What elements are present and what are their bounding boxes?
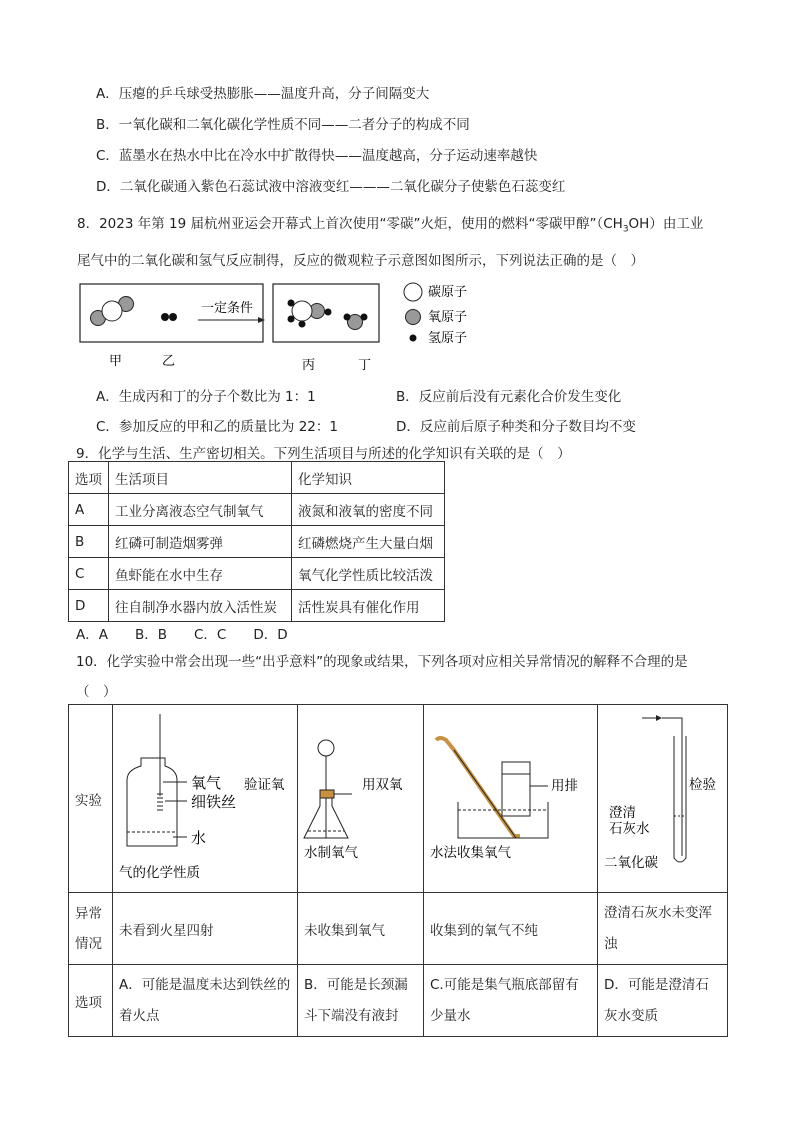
iron-wire-icon (157, 794, 163, 810)
flask-figure (298, 706, 423, 892)
fig-label: 石灰水 (609, 820, 650, 837)
arrow-head-icon (656, 715, 662, 721)
table-cell: 液氮和液氧的密度不同 (292, 494, 445, 526)
water-collection-figure (424, 706, 597, 892)
limewater-test-figure (598, 706, 727, 892)
table-cell: 鱼虾能在水中生存 (109, 558, 292, 590)
table-row (69, 558, 445, 590)
table-row (69, 494, 445, 526)
table-row (69, 965, 728, 1037)
hydrogen-atom-icon (299, 321, 306, 328)
label-bing: 丙 (302, 358, 316, 373)
delivery-tube (662, 718, 682, 856)
arrow-label: 一定条件 (201, 301, 254, 316)
carbon-atom-icon (292, 301, 312, 321)
legend-hydrogen-icon (410, 335, 417, 342)
table-cell: A (69, 494, 109, 526)
hydrogen-atom-icon (344, 314, 351, 321)
exp-side-text: 验证氧 (244, 776, 285, 793)
exp-bottom-text: 水法收集氧气 (430, 844, 511, 861)
exp-cell-3 (424, 705, 598, 893)
row-label: 异常情况 (69, 893, 113, 965)
q9-stem: 9．化学与生活、生产密切相关。下列生活项目与所述的化学知识有关联的是（ ） (76, 446, 571, 462)
hydrogen-atom-icon (169, 313, 177, 321)
table-row (69, 705, 728, 893)
q7-option-b: B．一氧化碳和二氧化碳化学性质不同——二者分子的构成不同 (96, 117, 470, 133)
table-cell: 工业分离液态空气制氧气 (109, 494, 292, 526)
fig-label: 水 (191, 828, 207, 847)
table-row (69, 590, 445, 622)
exp-side-text: 检验 (689, 776, 716, 793)
exp-cell-4 (598, 705, 728, 893)
anomaly-cell: 收集到的氧气不纯 (424, 893, 598, 965)
q8-stem-line1: 8．2023 年第 19 届杭州亚运会开幕式上首次使用“零碳”火炬，使用的燃料“零碳甲醇$”(CH_3OH)$由工业 (77, 216, 704, 235)
iron-wire-oxygen-figure (113, 706, 297, 892)
q8-stem-line2: 尾气中的二氧化碳和氢气反应制得，反应的微观粒子示意图如图所示，下列说法正确的是（ ） (77, 253, 644, 269)
legend-hydrogen-label: 氢原子 (428, 331, 468, 346)
q8-option-a: A．生成丙和丁的分子个数比为 1：1 (96, 389, 316, 405)
option-cell: D．可能是澄清石灰水变质 (598, 965, 728, 1037)
fig-label: 氧气 (191, 773, 222, 792)
q10-paren: （ ） (76, 684, 117, 700)
exp-side-text: 用双氧 (362, 776, 403, 793)
legend-carbon-label: 碳原子 (428, 285, 468, 300)
row-label: 实验 (69, 705, 113, 893)
q9-table (68, 461, 445, 622)
fig-label: 细铁丝 (191, 792, 237, 811)
hydrogen-atom-icon (288, 316, 295, 323)
table-cell: 红磷可制造烟雾弹 (109, 526, 292, 558)
legend-carbon-icon (404, 283, 422, 301)
q7-option-c: C．蓝墨水在热水中比在冷水中扩散得快——温度越高，分子运动速率越快 (96, 148, 538, 164)
hydrogen-atom-icon (288, 300, 295, 307)
legend-oxygen-label: 氧原子 (428, 310, 468, 325)
exp-side-text: 用排 (551, 777, 578, 794)
table-row (69, 526, 445, 558)
exp-bottom-text: 二氧化碳 (604, 854, 658, 871)
table-cell: C (69, 558, 109, 590)
test-tube (674, 736, 686, 862)
fig-label: 澄清 (609, 804, 636, 821)
q8-option-c: C．参加反应的甲和乙的质量比为 22：1 (96, 419, 338, 435)
q7-option-d: D．二氧化碳通入紫色石蕊试液中溶液变红———二氧化碳分子使紫色石蕊变红 (96, 179, 566, 195)
q8-option-b: B．反应前后没有元素化合价发生变化 (396, 389, 622, 405)
hydrogen-atom-icon (361, 314, 368, 321)
option-cell: A．可能是温度未达到铁丝的着火点 (113, 965, 298, 1037)
table-header-row (69, 462, 445, 494)
gas-jar (502, 762, 530, 816)
legend-oxygen-icon (406, 310, 421, 325)
exp-cell-2 (298, 705, 424, 893)
anomaly-cell: 澄清石灰水未变浑浊 (598, 893, 728, 965)
table-cell: D (69, 590, 109, 622)
q7-option-a: A．压瘪的乒乓球受热膨胀——温度升高，分子间隔变大 (96, 86, 430, 102)
q10-stem: 10．化学实验中常会出现一些“出乎意料”的现象或结果，下列各项对应相关异常情况的解释不合理的是 (76, 654, 688, 670)
table-cell: 红磷燃烧产生大量白烟 (292, 526, 445, 558)
table-header: 生活项目 (109, 462, 292, 494)
arrow-head-icon (258, 317, 265, 323)
table-header: 选项 (69, 462, 109, 494)
hydrogen-atom-icon (325, 309, 332, 316)
hydrogen-atom-icon (161, 313, 169, 321)
row-label: 选项 (69, 965, 113, 1037)
table-cell: 氧气化学性质比较活泼 (292, 558, 445, 590)
gas-bottle (127, 758, 177, 846)
stopper (320, 790, 334, 798)
funnel-top (318, 740, 334, 756)
anomaly-cell: 未看到火星四射 (113, 893, 298, 965)
q8-molecule-diagram (76, 276, 476, 376)
carbon-atom-icon (102, 301, 122, 321)
option-cell: B．可能是长颈漏斗下端没有液封 (298, 965, 424, 1037)
table-header: 化学知识 (292, 462, 445, 494)
option-cell: C.可能是集气瓶底部留有少量水 (424, 965, 598, 1037)
q10-table (68, 704, 728, 1037)
label-yi: 乙 (162, 354, 176, 369)
q9-answers: A．A B．B C．C D．D (76, 627, 288, 643)
table-cell: 往自制净水器内放入活性炭 (109, 590, 292, 622)
table-cell: 活性炭具有催化作用 (292, 590, 445, 622)
exp-bottom-text: 气的化学性质 (119, 864, 200, 881)
table-row (69, 893, 728, 965)
exp-bottom-text: 水制氧气 (304, 844, 358, 861)
q8-option-d: D．反应前后原子种类和分子数目均不变 (396, 419, 636, 435)
label-jia: 甲 (109, 354, 123, 369)
exp-cell-1 (113, 705, 298, 893)
anomaly-cell: 未收集到氧气 (298, 893, 424, 965)
label-ding: 丁 (358, 358, 372, 373)
table-cell: B (69, 526, 109, 558)
